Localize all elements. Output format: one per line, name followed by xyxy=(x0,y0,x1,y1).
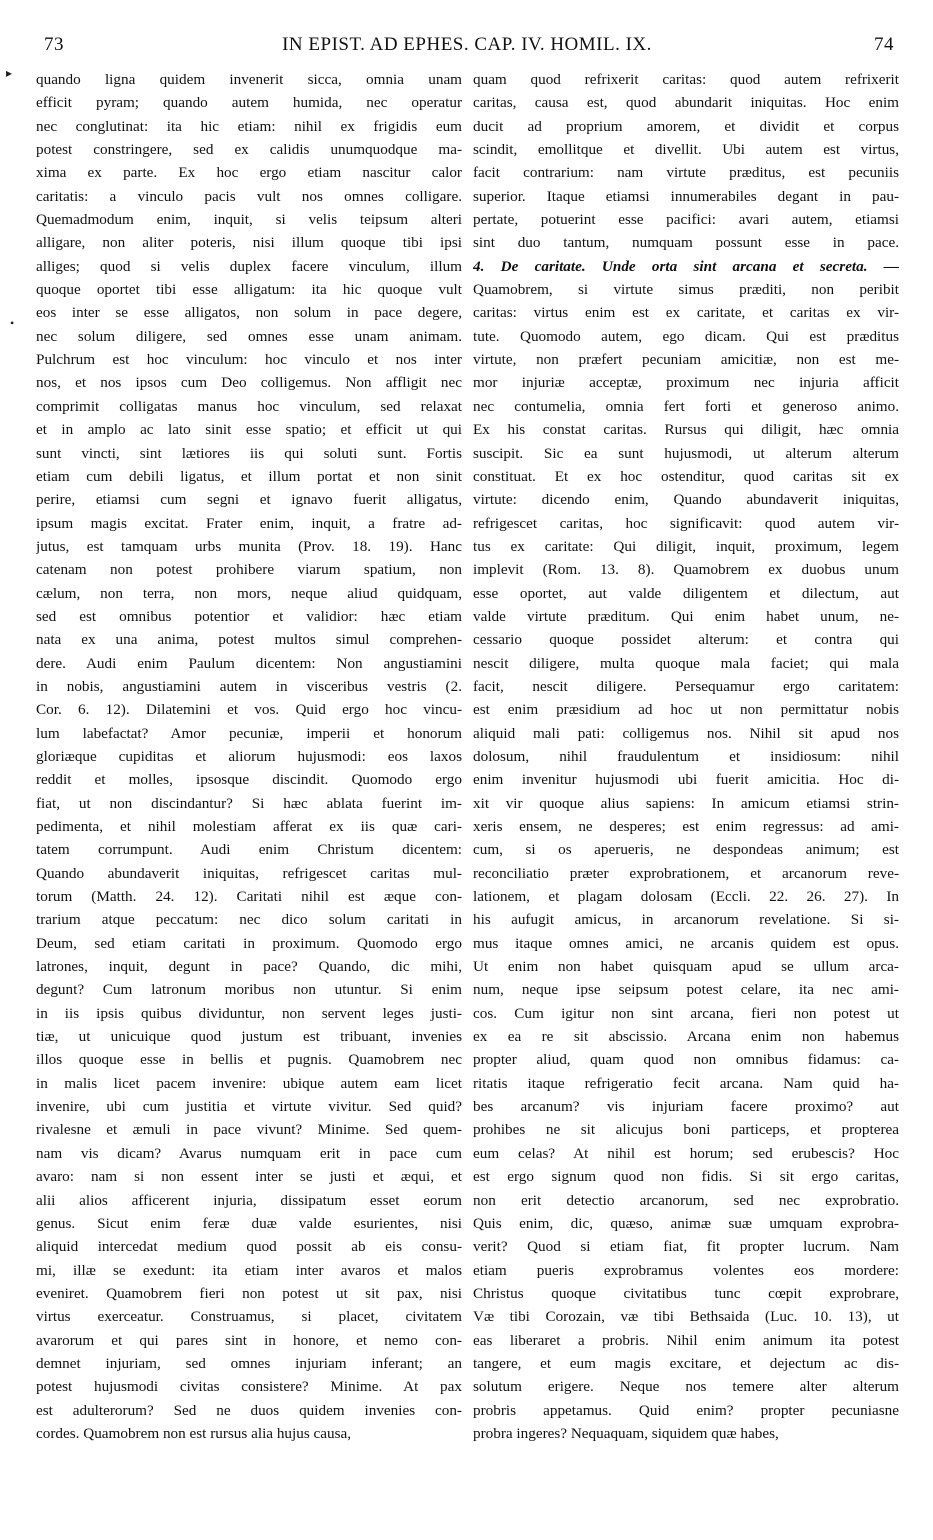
text-line: tatem corrumpunt. Audi enim Christum dicentem: xyxy=(36,841,462,859)
right-column xyxy=(473,68,899,1445)
text-line: sed est omnibus potentior et validior: hæc etiam xyxy=(36,607,462,625)
text-line: tiæ, ut unicuique quod justum est tribuant, invenies xyxy=(36,1028,462,1046)
running-title: IN EPIST. AD EPHES. CAP. IV. HOMIL. IX. xyxy=(282,34,652,55)
text-line: est adulterorum? Sed ne duos quidem invenies con- xyxy=(36,1401,462,1419)
text-line: facit contrarium: nam virtute præditus, est pecuniis xyxy=(473,164,899,182)
text-line: gloriæque cupiditas et aliorum hujusmodi: eos laxos xyxy=(36,747,462,765)
text-line: efficit pyram; quando autem humida, nec operatur xyxy=(36,94,462,112)
text-line: demnet injuriam, sed omnes injuriam inferant; an xyxy=(36,1354,462,1372)
text-line: verit? Quod si etiam fiat, fit propter lucrum. Nam xyxy=(473,1238,899,1256)
page-number-left: 73 xyxy=(44,34,64,55)
text-line: nec contumelia, omnia fert forti et generoso animo. xyxy=(473,397,899,415)
text-line: cos. Cum igitur non sint arcana, fieri non potest ut xyxy=(473,1004,899,1022)
text-line: alliges; quod si velis duplex facere vinculum, illum xyxy=(36,257,462,275)
text-line: mi, illæ se exedunt: ita etiam inter avaros et malos xyxy=(36,1261,462,1279)
text-line: in malis licet pacem invenire: ubique autem eam licet xyxy=(36,1074,462,1092)
page-header xyxy=(36,34,898,58)
text-line: tute. Quomodo autem, ego dicam. Qui est præditus xyxy=(473,327,899,345)
text-line: prohibes ne sit alicujus boni particeps, et propterea xyxy=(473,1121,899,1139)
text-line: valde virtute præditum. Qui enim habet unum, ne- xyxy=(473,607,899,625)
text-line: scindit, emollitque et divellit. Ubi autem est virtus, xyxy=(473,141,899,159)
text-line: aliquid mali pati: colligemus nos. Nihil sit apud nos xyxy=(473,724,899,742)
text-line: alligare, non aliter poteris, nisi illum quoque tibi ipsi xyxy=(36,234,462,252)
text-line: Christus quoque civitatibus tunc cœpit exprobrare, xyxy=(473,1284,899,1302)
text-line: Cor. 6. 12). Dilatemini et vos. Quid ergo hoc vincu- xyxy=(36,701,462,719)
text-line: catenam non potest prohibere viarum spatium, non xyxy=(36,561,462,579)
text-line: trarium atque peccatum: nec dico solum caritati in xyxy=(36,911,462,929)
text-line: probris appetamus. Quid enim? propter pecuniasne xyxy=(473,1401,899,1419)
text-line: etiam cum debili ligatus, et illum portat et non sinit xyxy=(36,467,462,485)
text-line: caritas, causa est, quod abundarit iniquitas. Hoc enim xyxy=(473,94,899,112)
text-line: est enim præsidium ad hoc ut non permittatur nobis xyxy=(473,701,899,719)
text-line: est ergo signum quod non fidis. Si sit ergo caritas, xyxy=(473,1168,899,1186)
text-line: Ut enim non habet quisquam apud se ullum arca- xyxy=(473,958,899,976)
text-line: xeris ensem, ne desperes; est enim regressus: ad ami- xyxy=(473,818,899,835)
text-line: rivalesne et æmuli in pace vivunt? Minime. Sed quem- xyxy=(36,1121,462,1139)
text-line: cessario quoque possidet alterum: et contra qui xyxy=(473,631,899,649)
text-line: nam vis dicam? Avarus numquam erit in pace cum xyxy=(36,1144,462,1162)
section-heading: 4. De caritate. Unde orta sint arcana et secreta. — xyxy=(473,257,899,275)
text-line: lationem, et plagam dolosam (Eccli. 22. 26. 27). In xyxy=(473,888,899,906)
text-line: mus itaque omnes amici, ne arcanis quidem est opus. xyxy=(473,934,899,952)
text-line: aliquid intercedat medium quod possit ab eis consu- xyxy=(36,1238,462,1256)
text-line: superior. Itaque etiamsi innumerabiles degant in pau- xyxy=(473,187,899,205)
text-line: constituat. Et ex hoc ostenditur, quod caritas sit ex xyxy=(473,467,899,485)
text-line: potest hujusmodi civitas consistere? Minime. At pax xyxy=(36,1378,462,1396)
text-line: jutus, est tamquam urbs munita (Prov. 18. 19). Hanc xyxy=(36,537,462,555)
margin-mark: • xyxy=(10,316,15,330)
text-line: tangere, et eum magis excitare, et dejectum ac dis- xyxy=(473,1354,899,1372)
text-line: perire, etiamsi cum segni et ignavo fuerit alligatus, xyxy=(36,491,462,509)
text-line: his aufugit amicus, in arcanorum revelatione. Si si- xyxy=(473,911,899,929)
text-line: Væ tibi Corozain, væ tibi Bethsaida (Luc. 10. 13), ut xyxy=(473,1308,899,1326)
text-line: eum celas? At nihil est horum; sed erubescis? Hoc xyxy=(473,1144,899,1162)
text-line: etiam pueris exprobramus volentes eos mordere: xyxy=(473,1261,899,1279)
text-line: nec solum diligere, sed omnes esse unam animam. xyxy=(36,327,462,345)
text-line: tus ex caritate: Qui diligit, inquit, proximum, legem xyxy=(473,537,899,555)
text-line: sunt vincti, sint lætiores iis qui soluti sunt. Fortis xyxy=(36,444,462,462)
text-line: probra ingeres? Nequaquam, siquidem quæ habes, xyxy=(473,1424,779,1442)
text-line: caritatis: a vinculo pacis vult nos omnes colligare. xyxy=(36,187,462,205)
text-line: virtute, non præfert pecuniam amicitiæ, non est me- xyxy=(473,351,899,369)
text-line: quando ligna quidem invenerit sicca, omnia unam xyxy=(36,71,462,88)
text-line: pertate, potuerint esse pacifici: avari autem, etiamsi xyxy=(473,211,899,229)
text-line: bes arcanum? vis injuriam facere proximo? aut xyxy=(473,1098,899,1116)
text-line: caritas: virtus enim est ex caritate, et caritas ex vir- xyxy=(473,304,899,322)
margin-mark: ▸ xyxy=(6,66,13,80)
text-line: torum (Matth. 24. 12). Caritati nihil est æque con- xyxy=(36,888,462,906)
text-line: cum, si os aperueris, ne despondeas animum; est xyxy=(473,841,899,859)
text-line: eveniret. Quamobrem fieri non potest ut sit pax, nisi xyxy=(36,1284,462,1302)
text-line: sint duo tantum, numquam possunt esse in pace. xyxy=(473,234,899,252)
text-line: quoque oportet tibi esse alligatum: ita hic quoque vult xyxy=(36,281,462,299)
text-line: cælum, non terra, non mors, neque aliud quidquam, xyxy=(36,584,462,602)
text-line: solutum erigere. Neque nos temere alter alterum xyxy=(473,1378,899,1396)
text-line: avarorum et qui pares sint in honore, et nemo con- xyxy=(36,1331,462,1349)
text-line: enim invenitur hujusmodi ubi fuerit amicitia. Hoc di- xyxy=(473,771,899,789)
text-line: Ex his constat caritas. Rursus qui diligit, hæc omnia xyxy=(473,421,899,439)
text-line: Pulchrum est hoc vinculum: hoc vinculo et nos inter xyxy=(36,351,462,369)
text-line: eos inter se esse alligatos, non solum in pace degere, xyxy=(36,304,462,322)
text-line: lum labefactat? Amor pecuniæ, imperii et honorum xyxy=(36,724,462,742)
text-line: ducit ad proprium amorem, et dividit et corpus xyxy=(473,117,899,135)
text-line: potest constringere, sed ex calidis unumquodque ma- xyxy=(36,141,462,159)
text-line: xima ex parte. Ex hoc ergo etiam nascitur calor xyxy=(36,164,462,182)
text-line: Quemadmodum enim, inquit, si velis teipsum alteri xyxy=(36,211,462,229)
text-line: ritatis itaque refrigeratio fecit arcana. Nam quid ha- xyxy=(473,1074,899,1092)
text-line: virtute: dicendo enim, Quando abundaverit iniquitas, xyxy=(473,491,899,509)
text-line: ex ea re sit abscissio. Arcana enim non habemus xyxy=(473,1028,899,1046)
text-line: esse oportet, aut valde diligentem et dilectum, aut xyxy=(473,584,899,602)
text-line: comprimit colligatas manus hoc vinculum, sed relaxat xyxy=(36,397,462,415)
text-line: cordes. Quamobrem non est rursus alia hujus causa, xyxy=(36,1424,352,1442)
text-line: nos, et nos ipsos cum Deo colligemus. Non affligit nec xyxy=(36,374,462,392)
text-line: nescit diligere, multa quoque mala faciet; qui mala xyxy=(473,654,899,672)
text-line: num, neque ipse seipsum potest celare, ita nec ami- xyxy=(473,981,899,999)
text-line: Quando abundaverit iniquitas, refrigescet caritas mul- xyxy=(36,864,462,882)
text-line: Quamobrem, si virtute simus præditi, non peribit xyxy=(473,281,899,299)
text-line: in iis ipsis quibus dividuntur, non servent leges justi- xyxy=(36,1004,462,1022)
text-line: dere. Audi enim Paulum dicentem: Non angustiamini xyxy=(36,654,462,672)
text-line: et in amplo ac lato sinit esse spatio; et efficit ut qui xyxy=(36,421,462,439)
text-line: ipsum magis excitat. Frater enim, inquit, a fratre ad- xyxy=(36,514,462,532)
text-line: Quis enim, dic, quæso, animæ suæ umquam exprobra- xyxy=(473,1214,899,1232)
text-line: fiat, ut non discindantur? Si hæc ablata fuerint im- xyxy=(36,794,462,812)
text-line: reconciliatio præter exprobrationem, et arcanorum reve- xyxy=(473,864,899,882)
text-line: xit vir quoque alius sapiens: In amicum etiamsi strin- xyxy=(473,794,899,812)
text-line: virtus exerceatur. Construamus, si placet, civitatem xyxy=(36,1308,462,1326)
text-line: Deum, sed etiam caritati in proximum. Quomodo ergo xyxy=(36,934,462,952)
text-line: propter aliud, quam quod non omnibus fidamus: ca- xyxy=(473,1051,899,1069)
text-line: genus. Sicut enim feræ duæ valde esurientes, nisi xyxy=(36,1214,462,1232)
text-line: mor injuriæ acceptæ, proximum nec injuria afficit xyxy=(473,374,899,392)
text-line: latrones, inquit, degunt in pace? Quando, dic mihi, xyxy=(36,958,462,976)
text-line: eas liberaret a probris. Nihil enim animum ita potest xyxy=(473,1331,899,1349)
text-line: dolosum, nihil fraudulentum et insidiosum: nihil xyxy=(473,747,899,765)
text-line: suscipit. Sic ea sunt hujusmodi, ut alterum alterum xyxy=(473,444,899,462)
text-line: non erit detectio arcanorum, sed nec exprobratio. xyxy=(473,1191,899,1209)
text-line: pedimenta, et nihil molestiam afferat ex iis quæ cari- xyxy=(36,818,462,835)
text-line: illos quoque esse in bellis et pugnis. Quamobrem nec xyxy=(36,1051,462,1069)
text-line: quam quod refrixerit caritas: quod autem refrixerit xyxy=(473,71,899,88)
text-line: facit, nescit diligere. Persequamur ergo caritatem: xyxy=(473,677,899,695)
page-number-right: 74 xyxy=(874,34,894,55)
text-line: avaro: nam si non essent inter se justi et æqui, et xyxy=(36,1168,462,1186)
text-line: alii alios afficerent injuria, dissipatum esset eorum xyxy=(36,1191,462,1209)
text-line: implevit (Rom. 13. 8). Quamobrem ex duobus unum xyxy=(473,561,899,579)
text-line: reddit et molles, ipsosque discindit. Quomodo ergo xyxy=(36,771,462,789)
left-column xyxy=(36,68,462,1445)
text-line: refrigescet caritas, hoc significavit: quod autem vir- xyxy=(473,514,899,532)
text-line: invenire, ubi cum justitia et virtute vivitur. Sed quid? xyxy=(36,1098,462,1116)
text-line: degunt? Cum latronum moribus non utuntur. Si enim xyxy=(36,981,462,999)
text-line: nata ex una anima, potest multos simul comprehen- xyxy=(36,631,462,649)
text-line: in nobis, angustiamini autem in visceribus vestris (2. xyxy=(36,677,462,695)
text-line: nec conglutinat: ita hic etiam: nihil ex frigidis eum xyxy=(36,117,462,135)
